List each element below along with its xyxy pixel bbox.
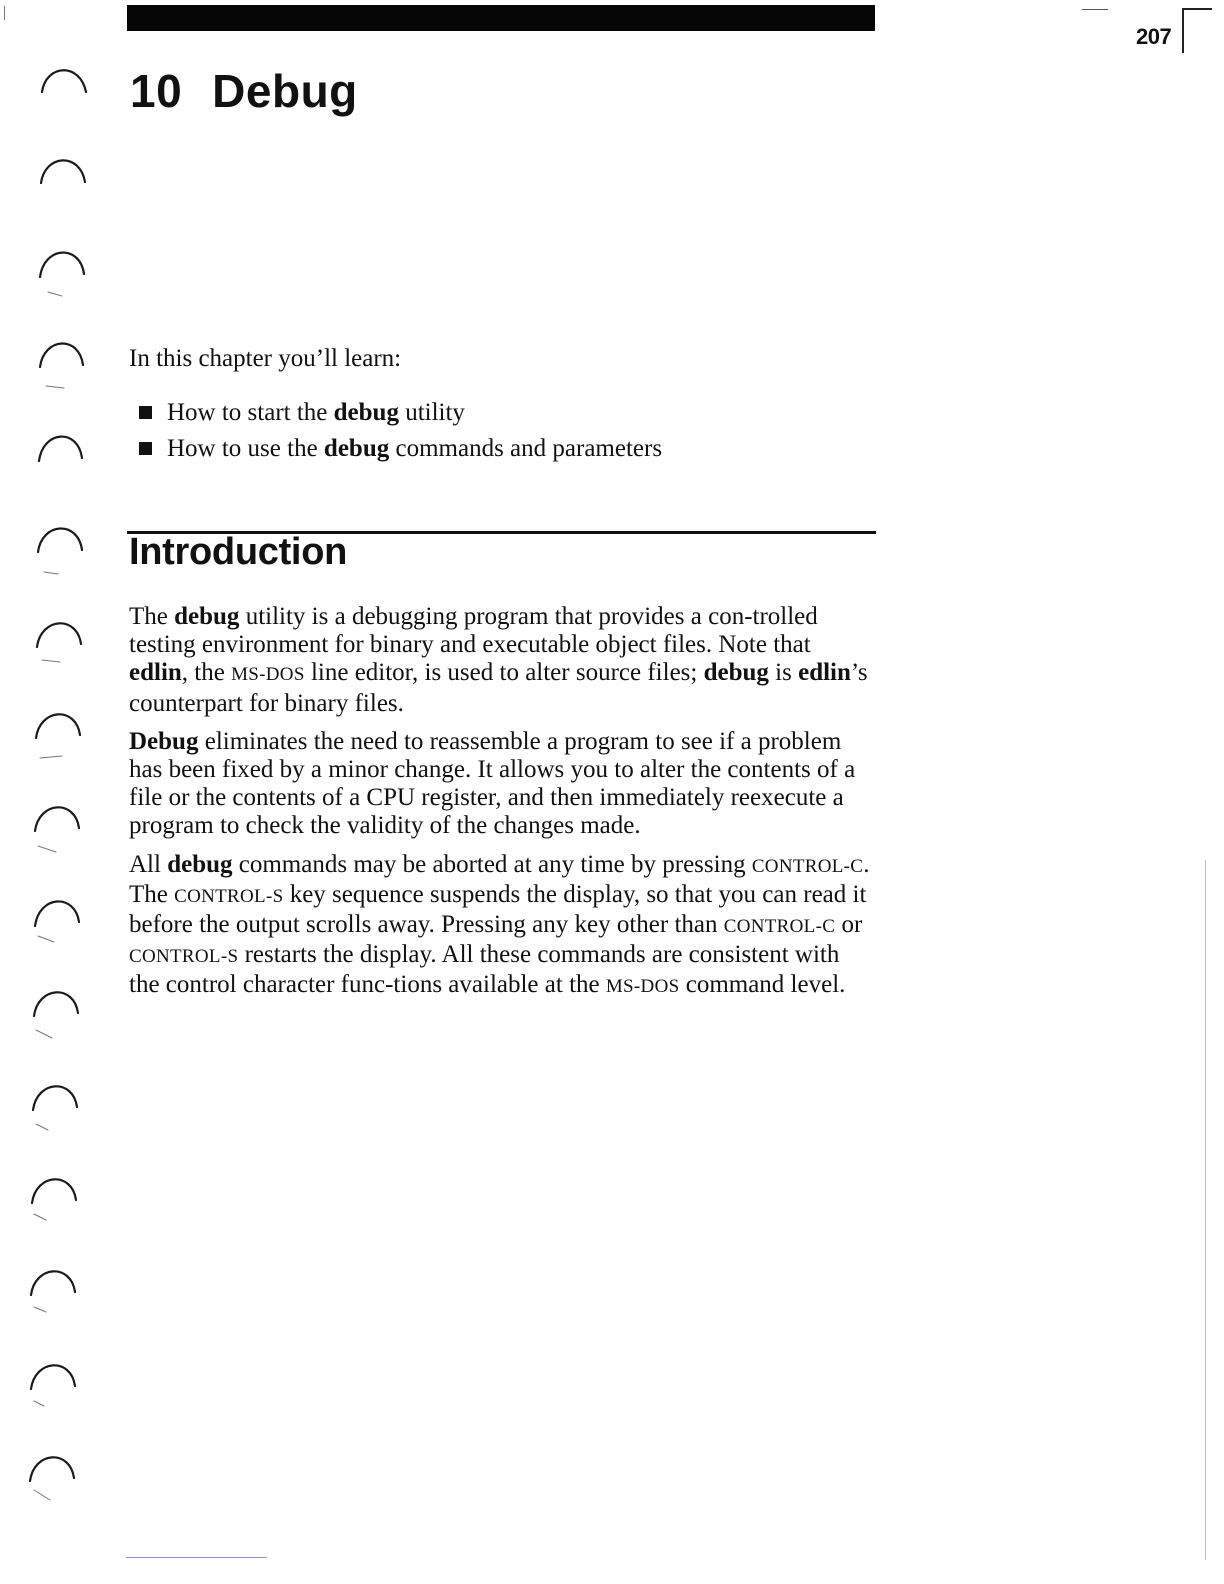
- square-bullet-icon: [139, 442, 152, 455]
- body-text: [129, 603, 874, 1012]
- binder-hole-icon: [36, 714, 80, 738]
- binder-hole-icon: [38, 528, 82, 552]
- binder-hole-icon: [39, 437, 82, 461]
- binder-hole-icon: [40, 343, 83, 367]
- paragraph-2: Debug eliminates the need to reassemble a program to see if a problem has been fixed by a minor change. It allows you to alter the contents of a file or the contents of a CPU register, and then immediately reexecute a program to check the validity of the changes made.: [129, 727, 856, 840]
- binder-holes: [0, 0, 100, 1584]
- binder-hole-icon: [31, 1271, 75, 1295]
- binder-hole-icon: [35, 807, 79, 831]
- page-edge-line: [1205, 860, 1206, 1560]
- page-number: 207: [1136, 24, 1172, 49]
- binder-hole-icon: [41, 160, 85, 183]
- list-item: How to use the debug commands and parameters: [136, 432, 662, 468]
- learn-intro: In this chapter you’ll learn:: [129, 345, 402, 372]
- page-corner-mark: [1182, 8, 1212, 53]
- chapter-name: Debug: [212, 65, 358, 117]
- binder-hole-icon: [42, 70, 86, 92]
- learn-list: [136, 396, 662, 468]
- header-bar: [127, 5, 875, 31]
- list-item: How to start the debug utility: [136, 396, 662, 432]
- bottom-rule: [126, 1557, 267, 1558]
- binder-hole-icon: [33, 1086, 77, 1110]
- binder-hole-icon: [37, 623, 81, 647]
- corner-tick: [1082, 9, 1108, 10]
- binder-hole-icon: [31, 1365, 75, 1389]
- section-heading: Introduction: [129, 531, 348, 573]
- paragraph-1: The debug utility is a debugging program that provides a con-trolled testing environment for binary and executable object files. Note that edlin, the MS-DOS line editor, is used to alter source files; debug is edlin’s counterpart for binary files.: [129, 603, 868, 717]
- binder-hole-icon: [40, 253, 84, 277]
- square-bullet-icon: [139, 406, 152, 419]
- chapter-title: [130, 64, 358, 118]
- chapter-number: 10: [130, 65, 183, 117]
- binder-hole-icon: [32, 1179, 76, 1203]
- binder-hole-icon: [30, 1457, 74, 1481]
- binder-hole-icon: [34, 992, 78, 1016]
- binder-hole-icon: [35, 901, 79, 926]
- paragraph-3: All debug commands may be aborted at any time by pressing CONTROL-C. The CONTROL-S key sequence suspends the display, so that you can read it before the output scrolls away. Pressing any key other than CONTROL-C or CONTROL-S restarts the display. All these commands are consistent with the control character func-tions available at the MS-DOS command level.: [129, 850, 870, 999]
